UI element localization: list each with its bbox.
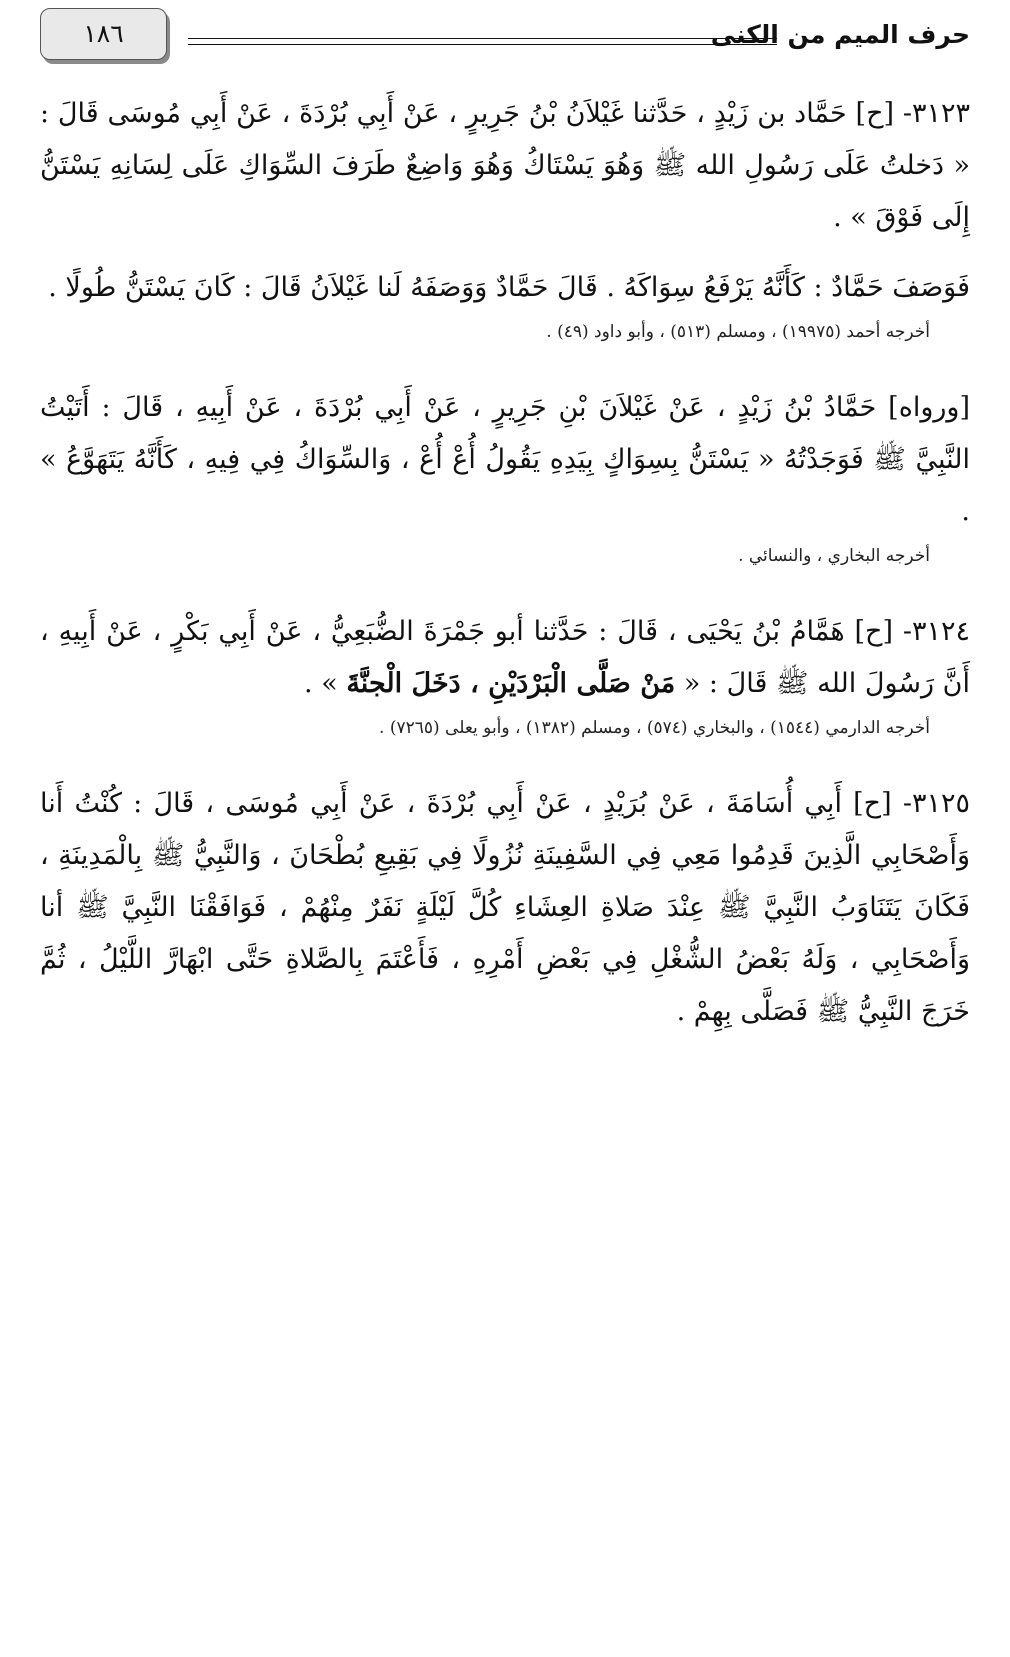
takhrij-note: أخرجه أحمد (١٩٩٧٥) ، ومسلم (٥١٣) ، وأبو داود (٤٩) . — [546, 322, 930, 342]
hadith-3125 — [40, 778, 970, 1038]
hadith-text: ٣١٢٣- [ح] حَمَّاد بن زَيْدٍ ، حَدَّثنا غَيْلاَنُ بْنُ جَرِيرٍ ، عَنْ أَبِي بُرْدَةَ ، عَنْ أَبِي مُوسَى قَالَ : « دَخلتُ عَلَى رَسُولِ الله ﷺ وَهُوَ يَسْتَاكُ وَهُوَ وَاضِعٌ طَرَفَ السِّوَاكِ عَلَى لِسَانِهِ يَسْتَنُّ إِلَى فَوْقَ » . — [40, 98, 970, 233]
hadith-text-before: ٣١٢٤- [ح] هَمَّامُ بْنُ يَحْيَى ، قَالَ : حَدَّثنا أبو جَمْرَةَ الضُّبَعِيُّ ، عَنْ أَبِي بَكْرٍ ، عَنْ أَبِيهِ ، أَنَّ رَسُولَ الله ﷺ قَالَ : « — [40, 616, 970, 699]
hadith-text: ٣١٢٥- [ح] أَبِي أُسَامَةَ ، عَنْ بُرَيْدٍ ، عَنْ أَبِي بُرْدَةَ ، عَنْ أَبِي مُوسَى ، قَالَ : كُنْتُ أَنا وَأَصْحَابِي الَّذِينَ قَدِمُوا مَعِي فِي السَّفِينَةِ نُزُولًا فِي بَقِيعِ بُطْحَانَ ، وَالنَّبِيُّ ﷺ بِالْمَدِينَةِ ، فَكَانَ يَتَنَاوَبُ النَّبِيَّ ﷺ عِنْدَ صَلاةِ العِشَاءِ كُلَّ لَيْلَةٍ نَفَرٌ مِنْهُمْ ، فَوَافَقْنَا النَّبِيَّ ﷺ أنا وَأَصْحَابِي ، وَلَهُ بَعْضُ الشُّغْلِ فِي بَعْضِ أَمْرِهِ ، فَأَعْتَمَ بِالصَّلاةِ حَتَّى ابْهَارَّ اللَّيْلُ ، ثُمَّ خَرَجَ النَّبِيُّ ﷺ فَصَلَّى بِهِمْ . — [40, 788, 970, 1027]
prophetic-saying: مَنْ صَلَّى الْبَرْدَيْنِ ، دَخَلَ الْجنَّةَ — [346, 668, 676, 699]
hadith-3123-variant — [40, 382, 970, 572]
page-number: ١٨٦ — [83, 19, 124, 48]
hadith-text: [ورواه] حَمَّادُ بْنُ زَيْدٍ ، عَنْ غَيْلاَنَ بْنِ جَرِيرٍ ، عَنْ أَبِي بُرْدَةَ ، عَنْ أَبِيهِ ، قَالَ : أَتَيْتُ النَّبِيَّ ﷺ فَوَجَدْتُهُ « يَسْتَنُّ بِسِوَاكٍ بِيَدِهِ يَقُولُ أُعْ أُعْ ، وَالسِّوَاكُ فِي فِيهِ ، كَأَنَّهُ يَتَهَوَّعُ » . — [40, 392, 970, 527]
takhrij-note: أخرجه الدارمي (١٥٤٤) ، والبخاري (٥٧٤) ، ومسلم (١٣٨٢) ، وأبو يعلى (٧٢٦٥) . — [379, 718, 930, 738]
header-rule — [188, 38, 777, 45]
hadith-3123 — [40, 88, 970, 348]
page-content — [40, 88, 970, 1072]
hadith-text — [40, 606, 970, 710]
page-number-box — [40, 8, 167, 60]
page-header — [40, 8, 970, 64]
running-title: حرف الميم من الكنى — [710, 20, 970, 49]
hadith-text-continued: فَوَصَفَ حَمَّادٌ : كَأَنَّهُ يَرْفَعُ سِوَاكَهُ . قَالَ حَمَّادٌ وَوَصَفَهُ لَنا غَيْلاَنُ قَالَ : كَانَ يَسْتَنُّ طُولًا . — [48, 272, 970, 303]
hadith-text-after: » . — [304, 668, 347, 699]
hadith-3124 — [40, 606, 970, 744]
takhrij-note: أخرجه البخاري ، والنسائي . — [738, 546, 930, 566]
